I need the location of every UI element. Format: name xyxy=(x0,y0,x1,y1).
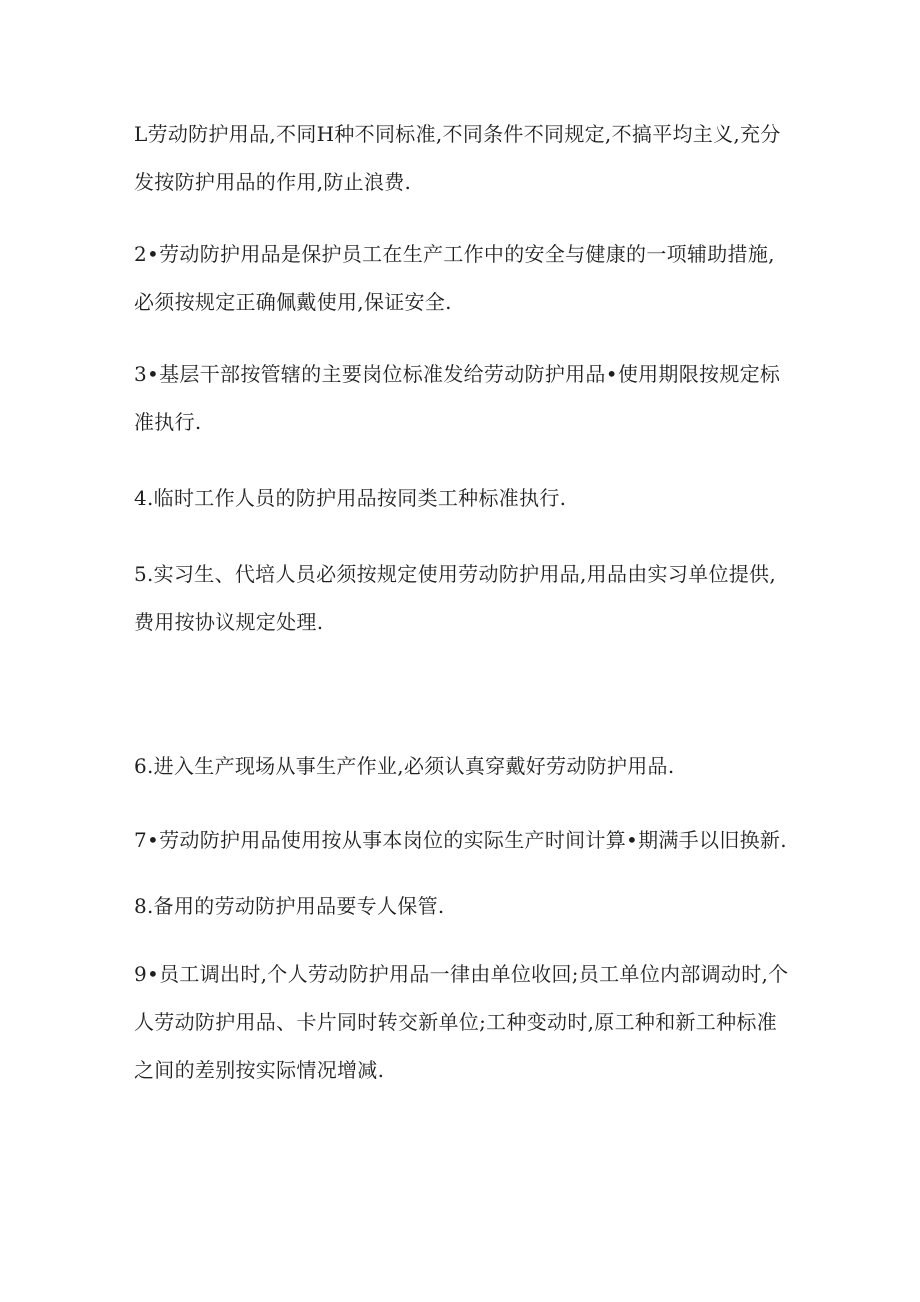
paragraph-9: 9•员工调出时,个人劳动防护用品一律由单位收回;员工单位内部调动时,个人劳动防护用品、卡片同时转交新单位;工种变动时,原工种和新工种标准之间的差别按实际情况增减. xyxy=(134,962,789,1082)
paragraph-6: 6.进入生产现场从事生产作业,必须认真穿戴好劳动防护用品. xyxy=(134,754,675,778)
paragraph-4: 4.临时工作人员的防护用品按同类工种标准执行. xyxy=(134,486,567,510)
paragraph-7: 7•劳动防护用品使用按从事本岗位的实际生产时间计算•期满手以旧换新. xyxy=(134,828,787,852)
paragraph-8: 8.备用的劳动防护用品要专人保管. xyxy=(134,894,445,918)
paragraph-2: 2•劳动防护用品是保护员工在生产工作中的安全与健康的一项辅助措施,必须按规定正确佩戴使用,保证安全. xyxy=(134,242,775,314)
paragraph-5: 5.实习生、代培人员必须按规定使用劳动防护用品,用品由实习单位提供,费用按协议规定处理. xyxy=(134,562,776,634)
paragraph-1: L劳动防护用品,不同H种不同标准,不同条件不同规定,不搞平均主义,充分发按防护用品的作用,防止浪费. xyxy=(134,122,781,194)
paragraph-3: 3•基层干部按管辖的主要岗位标准发给劳动防护用品•使用期限按规定标准执行. xyxy=(134,362,781,434)
